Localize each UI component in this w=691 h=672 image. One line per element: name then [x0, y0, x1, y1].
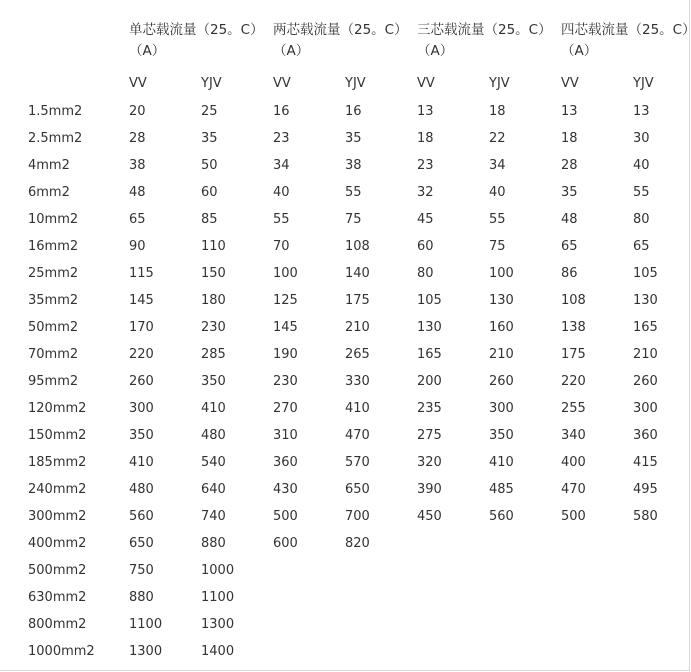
table-cell: 275 [417, 428, 442, 443]
table-row [0, 184, 691, 211]
table-cell: 750 [129, 563, 154, 578]
table-cell: 38 [345, 158, 362, 173]
table-cell: 80 [417, 266, 434, 281]
table-cell: 470 [345, 428, 370, 443]
table-cell: 300 [633, 401, 658, 416]
row-label-cross-section: 400mm2 [28, 536, 87, 551]
table-cell: 310 [273, 428, 298, 443]
table-cell: 55 [345, 185, 362, 200]
table-row [0, 643, 691, 670]
table-cell: 300 [489, 401, 514, 416]
table-cell: 495 [633, 482, 658, 497]
table-cell: 820 [345, 536, 370, 551]
table-cell: 130 [417, 320, 442, 335]
table-cell: 880 [129, 590, 154, 605]
table-cell: 145 [273, 320, 298, 335]
table-cell: 100 [489, 266, 514, 281]
table-cell: 210 [489, 347, 514, 362]
sub-header-yjv: YJV [345, 76, 366, 91]
table-cell: 55 [489, 212, 506, 227]
table-cell: 580 [633, 509, 658, 524]
table-row [0, 130, 691, 157]
table-cell: 220 [129, 347, 154, 362]
table-cell: 230 [273, 374, 298, 389]
table-cell: 170 [129, 320, 154, 335]
table-cell: 65 [129, 212, 146, 227]
table-cell: 1300 [129, 644, 163, 659]
table-cell: 1000 [201, 563, 235, 578]
table-cell: 105 [417, 293, 442, 308]
row-label-cross-section: 120mm2 [28, 401, 87, 416]
table-row [0, 616, 691, 643]
table-cell: 740 [201, 509, 226, 524]
table-cell: 90 [129, 239, 146, 254]
table-cell: 500 [273, 509, 298, 524]
table-cell: 220 [561, 374, 586, 389]
table-cell: 105 [633, 266, 658, 281]
table-cell: 360 [633, 428, 658, 443]
row-label-cross-section: 2.5mm2 [28, 131, 83, 146]
table-cell: 650 [345, 482, 370, 497]
table-cell: 85 [201, 212, 218, 227]
table-cell: 18 [489, 104, 506, 119]
sub-header-vv: VV [129, 76, 147, 91]
table-cell: 270 [273, 401, 298, 416]
table-row [0, 508, 691, 535]
table-cell: 390 [417, 482, 442, 497]
table-cell: 1400 [201, 644, 235, 659]
table-row [0, 292, 691, 319]
table-cell: 320 [417, 455, 442, 470]
table-cell: 16 [273, 104, 290, 119]
table-cell: 80 [633, 212, 650, 227]
table-cell: 485 [489, 482, 514, 497]
table-row [0, 346, 691, 373]
table-cell: 130 [489, 293, 514, 308]
table-cell: 28 [129, 131, 146, 146]
table-cell: 235 [417, 401, 442, 416]
row-label-cross-section: 500mm2 [28, 563, 87, 578]
table-row [0, 103, 691, 130]
table-cell: 55 [273, 212, 290, 227]
table-cell: 18 [417, 131, 434, 146]
table-cell: 260 [489, 374, 514, 389]
table-cell: 1100 [129, 617, 163, 632]
table-row [0, 535, 691, 562]
row-label-cross-section: 70mm2 [28, 347, 79, 362]
table-cell: 230 [201, 320, 226, 335]
group-header-two-core: 两芯载流量（25。C）（A） [273, 22, 408, 59]
table-cell: 35 [201, 131, 218, 146]
table-row [0, 157, 691, 184]
table-cell: 450 [417, 509, 442, 524]
table-row [0, 589, 691, 616]
table-cell: 410 [489, 455, 514, 470]
sub-header-vv: VV [273, 76, 291, 91]
table-cell: 400 [561, 455, 586, 470]
table-cell: 410 [345, 401, 370, 416]
table-cell: 34 [489, 158, 506, 173]
sub-header-yjv: YJV [633, 76, 654, 91]
table-cell: 540 [201, 455, 226, 470]
table-cell: 160 [489, 320, 514, 335]
table-cell: 18 [561, 131, 578, 146]
row-label-cross-section: 1000mm2 [28, 644, 95, 659]
row-label-cross-section: 4mm2 [28, 158, 70, 173]
table-cell: 260 [633, 374, 658, 389]
table-cell: 125 [273, 293, 298, 308]
table-cell: 32 [417, 185, 434, 200]
table-cell: 560 [129, 509, 154, 524]
table-row [0, 454, 691, 481]
table-cell: 1100 [201, 590, 235, 605]
table-cell: 60 [417, 239, 434, 254]
table-row [0, 427, 691, 454]
row-label-cross-section: 35mm2 [28, 293, 79, 308]
table-cell: 165 [633, 320, 658, 335]
table-cell: 600 [273, 536, 298, 551]
table-cell: 350 [129, 428, 154, 443]
table-cell: 45 [417, 212, 434, 227]
table-cell: 1300 [201, 617, 235, 632]
table-row [0, 373, 691, 400]
table-cell: 65 [561, 239, 578, 254]
sub-header-yjv: YJV [489, 76, 510, 91]
table-cell: 40 [489, 185, 506, 200]
table-cell: 880 [201, 536, 226, 551]
table-cell: 70 [273, 239, 290, 254]
table-cell: 190 [273, 347, 298, 362]
table-row [0, 562, 691, 589]
table-cell: 415 [633, 455, 658, 470]
table-row [0, 319, 691, 346]
table-cell: 255 [561, 401, 586, 416]
table-cell: 700 [345, 509, 370, 524]
table-row [0, 481, 691, 508]
table-cell: 200 [417, 374, 442, 389]
table-cell: 115 [129, 266, 154, 281]
table-cell: 65 [633, 239, 650, 254]
table-cell: 145 [129, 293, 154, 308]
table-cell: 28 [561, 158, 578, 173]
table-cell: 285 [201, 347, 226, 362]
table-cell: 16 [345, 104, 362, 119]
table-cell: 300 [129, 401, 154, 416]
table-cell: 340 [561, 428, 586, 443]
table-cell: 30 [633, 131, 650, 146]
table-cell: 480 [129, 482, 154, 497]
table-cell: 180 [201, 293, 226, 308]
table-row [0, 400, 691, 427]
table-cell: 75 [345, 212, 362, 227]
row-label-cross-section: 630mm2 [28, 590, 87, 605]
table-cell: 210 [345, 320, 370, 335]
table-cell: 138 [561, 320, 586, 335]
sub-header-vv: VV [561, 76, 579, 91]
table-cell: 410 [201, 401, 226, 416]
row-label-cross-section: 25mm2 [28, 266, 79, 281]
table-cell: 260 [129, 374, 154, 389]
table-cell: 13 [561, 104, 578, 119]
table-cell: 23 [417, 158, 434, 173]
group-header-single-core: 单芯载流量（25。C）（A） [129, 22, 264, 59]
table-cell: 110 [201, 239, 226, 254]
table-cell: 165 [417, 347, 442, 362]
table-cell: 60 [201, 185, 218, 200]
table-cell: 360 [273, 455, 298, 470]
table-cell: 50 [201, 158, 218, 173]
table-cell: 410 [129, 455, 154, 470]
table-cell: 23 [273, 131, 290, 146]
row-label-cross-section: 6mm2 [28, 185, 70, 200]
table-cell: 150 [201, 266, 226, 281]
table-cell: 48 [129, 185, 146, 200]
table-cell: 25 [201, 104, 218, 119]
table-row [0, 265, 691, 292]
table-cell: 13 [633, 104, 650, 119]
row-label-cross-section: 185mm2 [28, 455, 87, 470]
row-label-cross-section: 95mm2 [28, 374, 79, 389]
table-cell: 640 [201, 482, 226, 497]
table-cell: 570 [345, 455, 370, 470]
table-cell: 350 [201, 374, 226, 389]
table-cell: 210 [633, 347, 658, 362]
table-cell: 48 [561, 212, 578, 227]
row-label-cross-section: 150mm2 [28, 428, 87, 443]
table-cell: 265 [345, 347, 370, 362]
table-cell: 22 [489, 131, 506, 146]
table-cell: 430 [273, 482, 298, 497]
table-cell: 34 [273, 158, 290, 173]
table-cell: 175 [561, 347, 586, 362]
row-label-cross-section: 10mm2 [28, 212, 79, 227]
group-header-four-core: 四芯载流量（25。C）（A） [561, 22, 689, 59]
table-cell: 175 [345, 293, 370, 308]
table-cell: 100 [273, 266, 298, 281]
table-row [0, 238, 691, 265]
row-label-cross-section: 800mm2 [28, 617, 87, 632]
table-cell: 108 [345, 239, 370, 254]
group-header-three-core: 三芯载流量（25。C）（A） [417, 22, 552, 59]
sub-header-vv: VV [417, 76, 435, 91]
table-cell: 35 [561, 185, 578, 200]
table-cell: 108 [561, 293, 586, 308]
table-cell: 560 [489, 509, 514, 524]
table-cell: 13 [417, 104, 434, 119]
row-label-cross-section: 300mm2 [28, 509, 87, 524]
table-cell: 20 [129, 104, 146, 119]
table-cell: 35 [345, 131, 362, 146]
table-cell: 86 [561, 266, 578, 281]
row-label-cross-section: 50mm2 [28, 320, 79, 335]
table-cell: 470 [561, 482, 586, 497]
table-cell: 38 [129, 158, 146, 173]
table-cell: 75 [489, 239, 506, 254]
table-cell: 500 [561, 509, 586, 524]
table-cell: 140 [345, 266, 370, 281]
table-cell: 350 [489, 428, 514, 443]
table-cell: 480 [201, 428, 226, 443]
table-cell: 130 [633, 293, 658, 308]
row-label-cross-section: 240mm2 [28, 482, 87, 497]
table-row [0, 211, 691, 238]
table-cell: 40 [633, 158, 650, 173]
row-label-cross-section: 16mm2 [28, 239, 79, 254]
table-cell: 40 [273, 185, 290, 200]
table-cell: 650 [129, 536, 154, 551]
table-cell: 55 [633, 185, 650, 200]
sub-header-yjv: YJV [201, 76, 222, 91]
row-label-cross-section: 1.5mm2 [28, 104, 83, 119]
table-cell: 330 [345, 374, 370, 389]
